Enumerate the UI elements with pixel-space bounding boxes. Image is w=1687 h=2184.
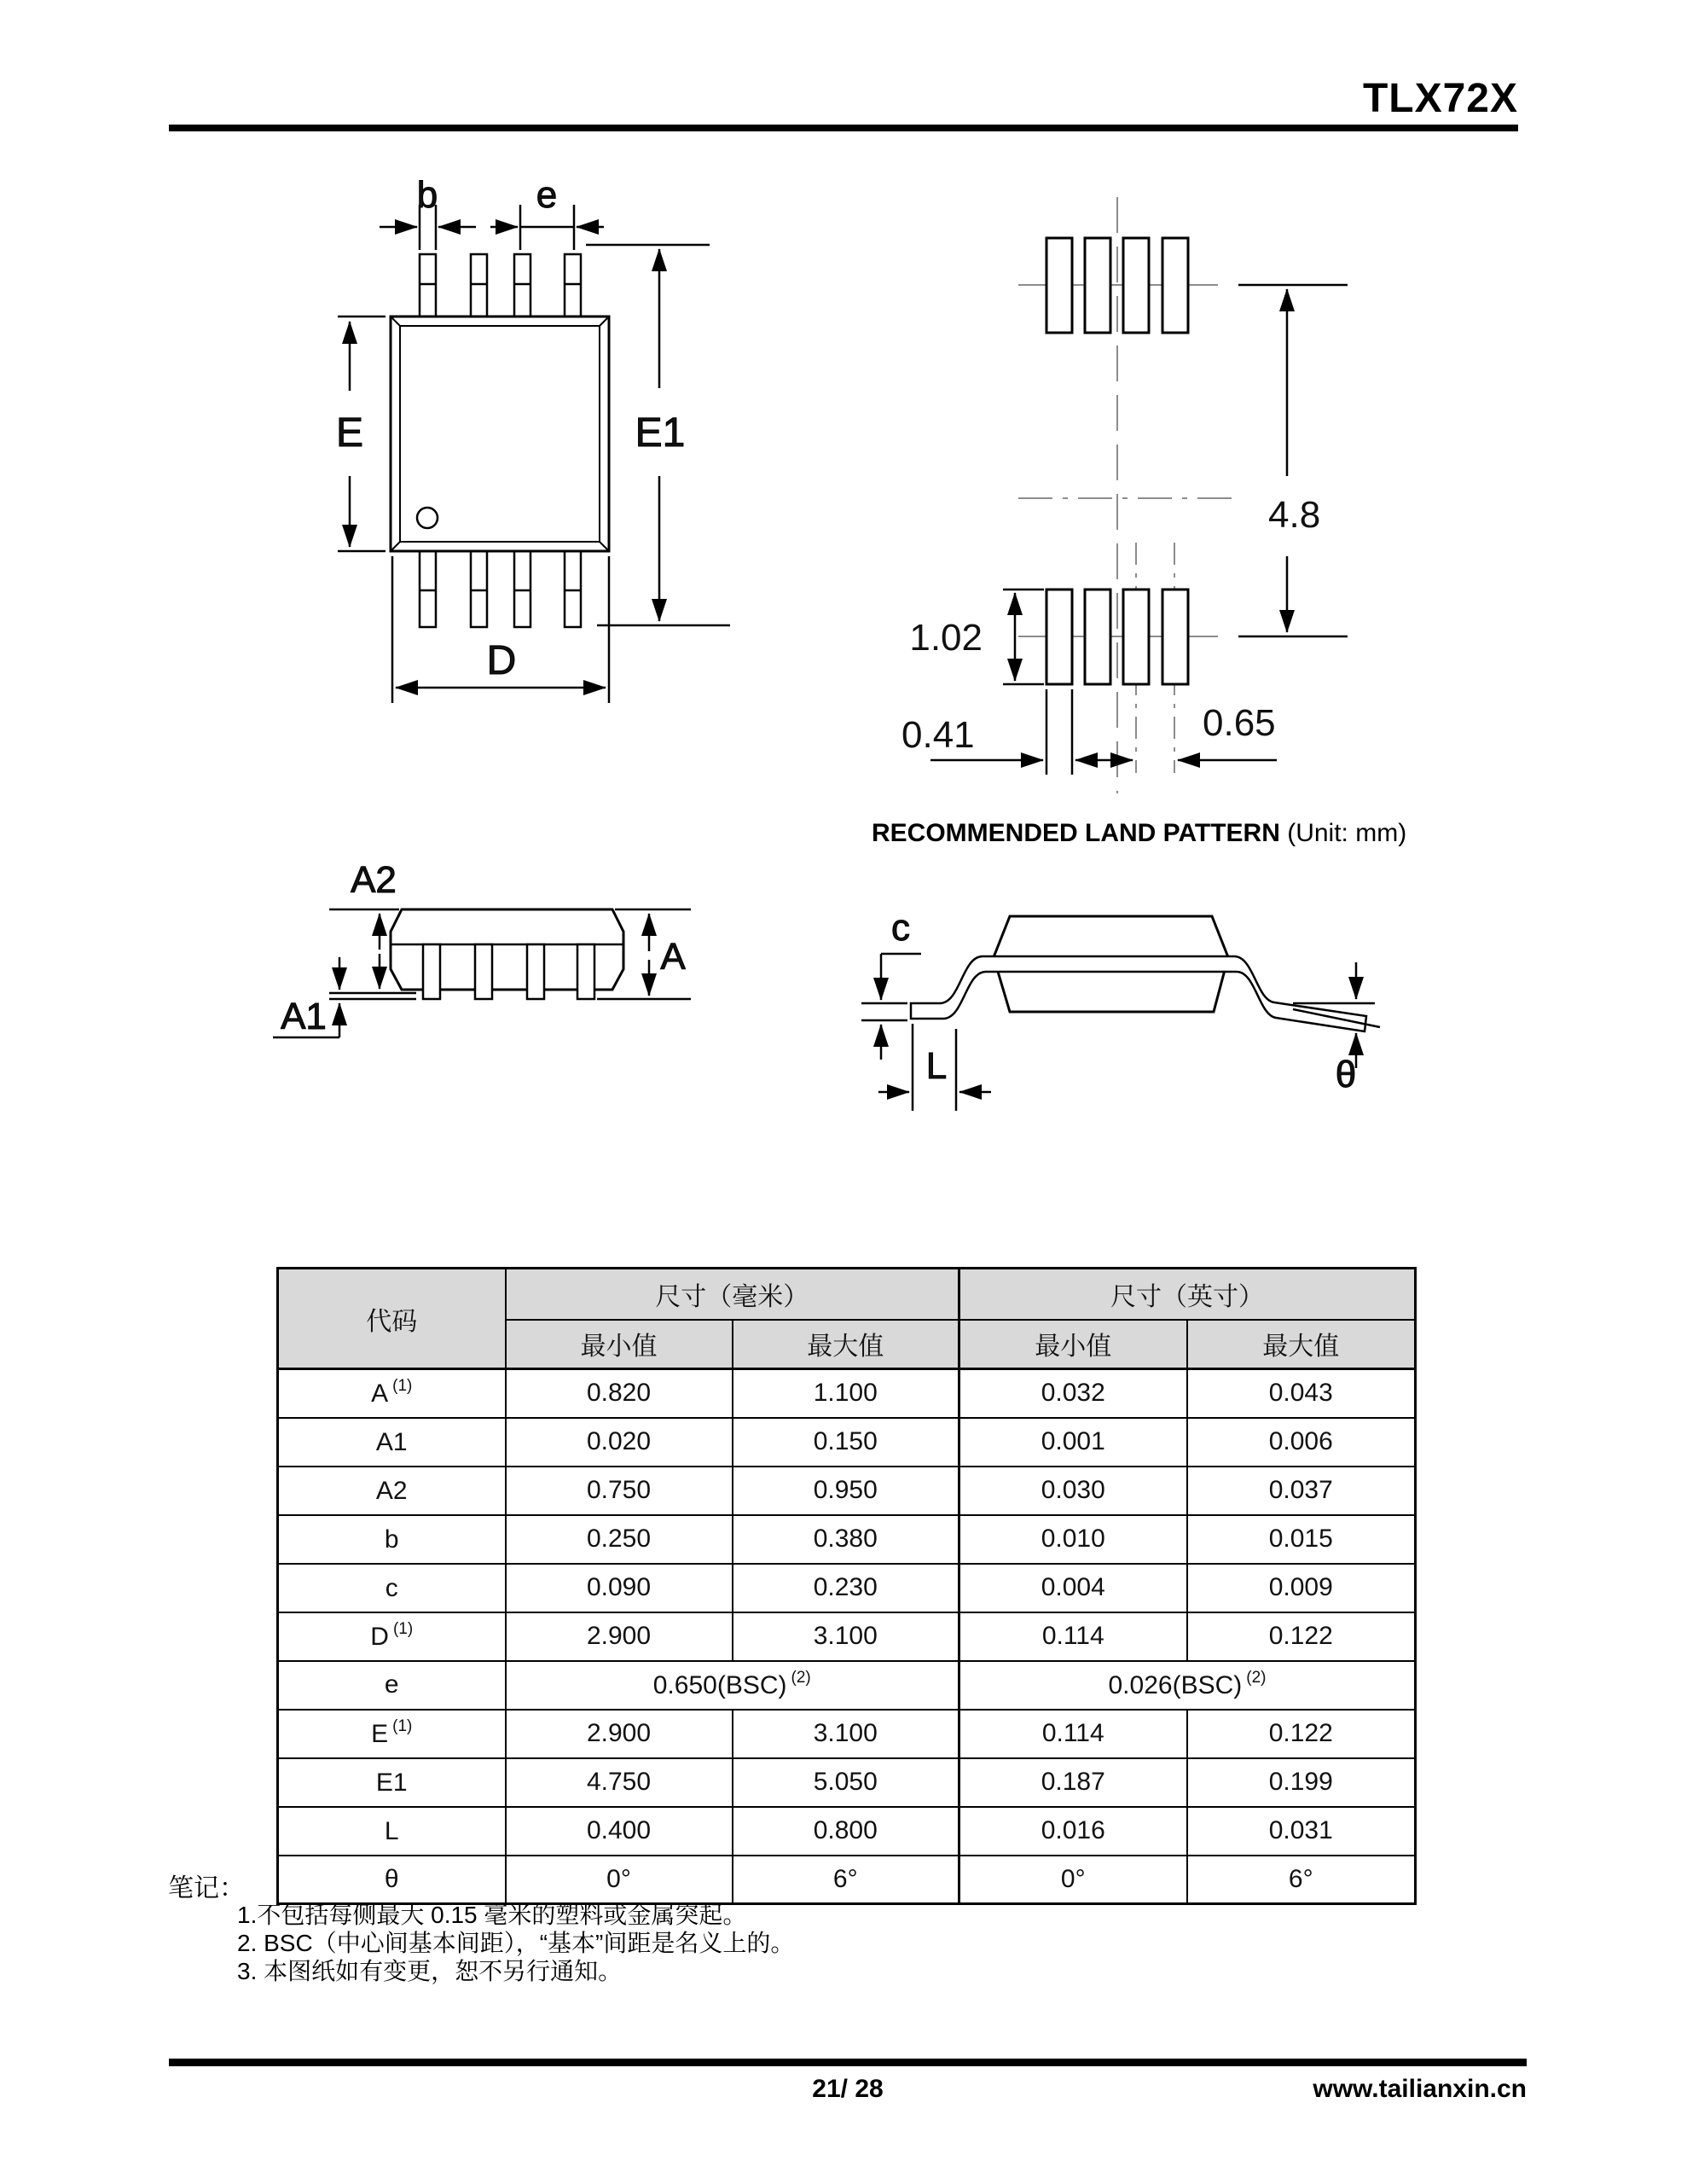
cell-code: e [278,1661,506,1710]
label-1-02: 1.02 [909,617,983,659]
cell-mm-min: 0.250 [506,1515,733,1564]
col-group-mm: 尺寸（毫米） [506,1269,959,1320]
cell-code: E $^{(1)}$ [278,1710,506,1758]
cell-mm-min: 0.090 [506,1564,733,1612]
table-row-e [278,1661,1416,1710]
cell-code: D $^{(1)}$ [278,1612,506,1661]
land-pattern-caption [872,819,1406,848]
label-theta: θ [1335,1054,1357,1095]
table-row [278,1710,1416,1758]
table-row [278,1418,1416,1467]
cell-inch-min: 0.001 [959,1418,1187,1467]
cell-mm-max: 0.230 [733,1564,959,1612]
side-view-drawing [273,859,691,1037]
footer-rule [169,2059,1527,2066]
label-D: D [486,638,517,683]
col-header-code: 代码 [278,1269,506,1369]
top-pins [420,254,581,317]
table-row [278,1467,1416,1515]
table-row [278,1612,1416,1661]
table-row [278,1369,1416,1418]
cell-inch-min: 0.114 [959,1710,1187,1758]
cell-mm-min: 0.400 [506,1807,733,1856]
notes-label: 笔记： [168,1874,245,1902]
label-b: b [416,174,438,216]
cell-inch-min: 0.114 [959,1612,1187,1661]
cell-inch-max: 0.009 [1187,1564,1416,1612]
cell-code: θ [278,1856,506,1904]
package-body [391,317,609,551]
label-A: A [660,936,686,978]
label-e: e [536,174,558,216]
cell-code: L [278,1807,506,1856]
cell-mm-max: 6° [733,1856,959,1904]
label-E: E [335,410,364,456]
cell-inch-max: 0.015 [1187,1515,1416,1564]
label-0-65: 0.65 [1203,702,1276,744]
cell-mm-min: 0.020 [506,1418,733,1467]
cell-inch-min: 0.004 [959,1564,1187,1612]
cell-mm-max: 0.950 [733,1467,959,1515]
cell-inch-max: 0.122 [1187,1612,1416,1661]
notes-list [237,1901,794,1985]
website-url: www.tailianxin.cn [1313,2075,1527,2103]
cell-code: c [278,1564,506,1612]
label-0-41: 0.41 [901,714,975,756]
col-group-inch: 尺寸（英寸） [959,1269,1416,1320]
cell-code: A $^{(1)}$ [278,1369,506,1418]
cell-code: A2 [278,1467,506,1515]
label-A2: A2 [351,859,397,901]
cell-inch-min: 0.010 [959,1515,1187,1564]
table-row [278,1758,1416,1807]
footer [169,2075,1527,2109]
note-item-2: 2. BSC（中心间基本间距），“基本”间距是名义上的。 [237,1930,795,1956]
label-L: L [925,1045,948,1087]
table-row [278,1807,1416,1856]
cell-mm-min: 2.900 [506,1612,733,1661]
cell-mm-min: 0° [506,1856,733,1904]
col-header-mm-max: 最大值 [733,1320,959,1369]
cell-inch-max: 0.199 [1187,1758,1416,1807]
label-A1: A1 [281,996,327,1037]
col-header-mm-min: 最小值 [506,1320,733,1369]
page-number: 21/ 28 [812,2075,884,2103]
cell-mm-merged: 0.650(BSC) $^{(2)}$ [506,1661,959,1710]
cell-mm-min: 4.750 [506,1758,733,1807]
cell-inch-min: 0.032 [959,1369,1187,1418]
cell-mm-max: 3.100 [733,1710,959,1758]
cell-mm-max: 0.150 [733,1418,959,1467]
cell-inch-min: 0.187 [959,1758,1187,1807]
cell-mm-min: 2.900 [506,1710,733,1758]
table-row [278,1564,1416,1612]
dimensions-table [276,1267,1417,1905]
cell-code: A1 [278,1418,506,1467]
cell-inch-min: 0.030 [959,1467,1187,1515]
cell-code: E1 [278,1758,506,1807]
land-pattern-drawing [901,197,1348,793]
land-pattern-caption-title: RECOMMENDED LAND PATTERN [872,819,1280,847]
cell-inch-max: 6° [1187,1856,1416,1904]
note-item-3: 3. 本图纸如有变更，恕不另行通知。 [237,1958,623,1984]
dim-span-4-8 [1238,285,1348,636]
label-E1: E1 [635,410,686,456]
col-header-inch-max: 最大值 [1187,1320,1416,1369]
cell-mm-min: 0.820 [506,1369,733,1418]
page-title: TLX72X [1362,76,1518,121]
cell-inch-max: 0.043 [1187,1369,1416,1418]
cell-inch-max: 0.006 [1187,1418,1416,1467]
note-item-1: 1.不包括每侧最大 0.15 毫米的塑料或金属突起。 [237,1902,747,1928]
label-4-8: 4.8 [1268,494,1321,536]
label-c: c [891,907,910,949]
cell-code: b [278,1515,506,1564]
cell-mm-max: 5.050 [733,1758,959,1807]
cell-inch-max: 0.122 [1187,1710,1416,1758]
cell-inch-max: 0.037 [1187,1467,1416,1515]
cell-inch-min: 0.016 [959,1807,1187,1856]
top-view-drawing [336,174,730,703]
cell-mm-max: 0.380 [733,1515,959,1564]
land-pattern-caption-unit: (Unit: mm) [1279,819,1407,847]
table-row [278,1856,1416,1904]
dimensions-table-wrap [276,1267,1417,1905]
cell-mm-max: 0.800 [733,1807,959,1856]
bottom-pins [420,551,581,627]
cell-inch-merged: 0.026(BSC) $^{(2)}$ [959,1661,1416,1710]
cell-inch-min: 0° [959,1856,1187,1904]
cell-mm-min: 0.750 [506,1467,733,1515]
cell-mm-max: 3.100 [733,1612,959,1661]
lead-profile-drawing [861,907,1380,1111]
cell-inch-max: 0.031 [1187,1807,1416,1856]
col-header-inch-min: 最小值 [959,1320,1187,1369]
cell-mm-max: 1.100 [733,1369,959,1418]
table-row [278,1515,1416,1564]
